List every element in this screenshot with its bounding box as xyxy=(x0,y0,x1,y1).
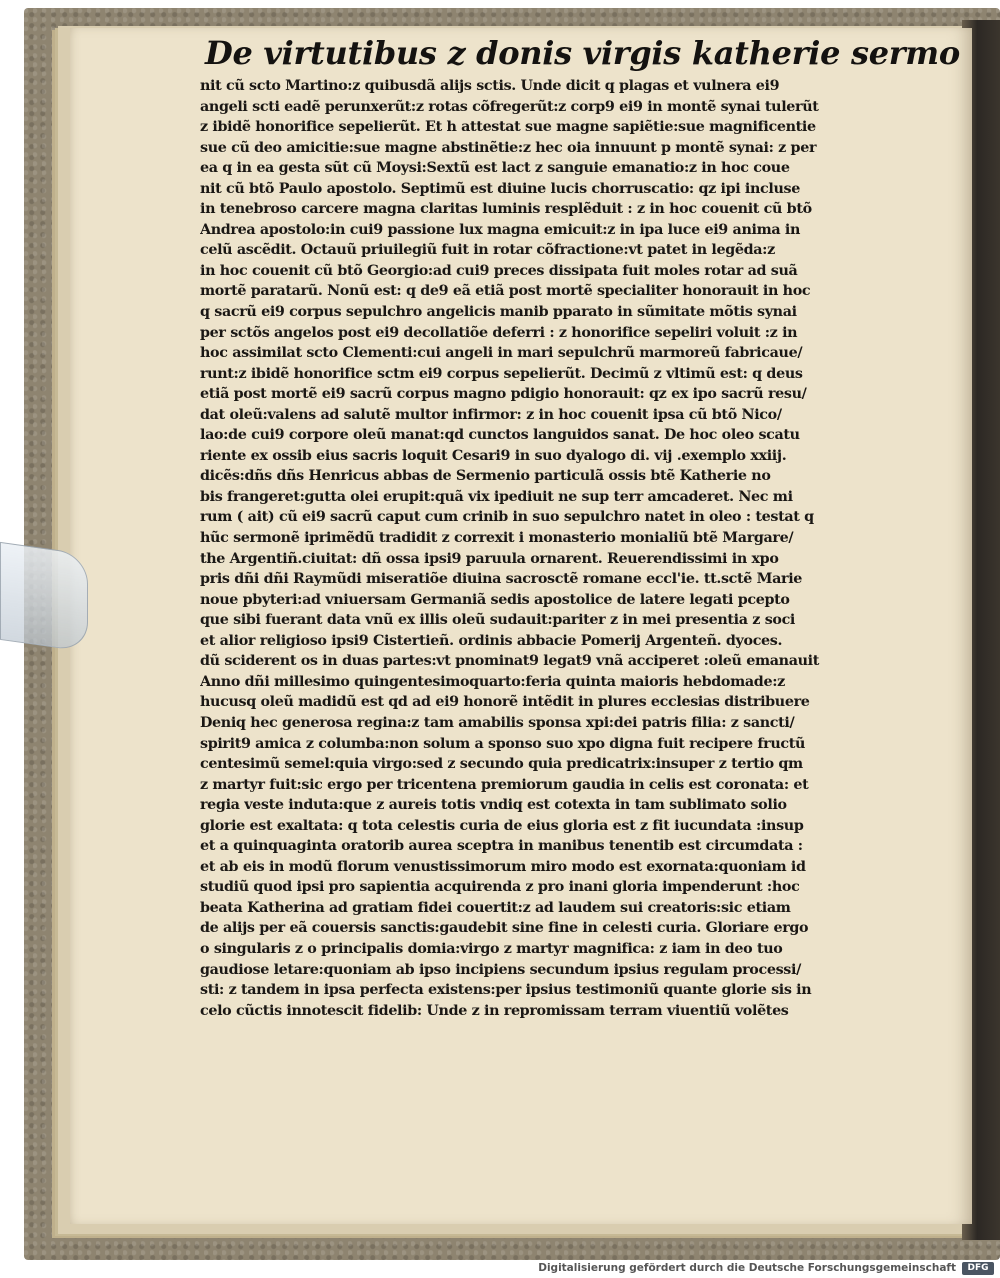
text-line: z martyr fuit:sic ergo per tricentena premiorum gaudia in celis est coronata: et xyxy=(200,776,809,793)
text-line: ea q in ea gesta sũt cũ Moysi:Sextũ est lact z sanguie emanatio:z in hoc coue xyxy=(200,160,790,177)
text-line: Deniq hec generosa regina:z tam amabilis sponsa xpi:dei patris filia: z sancti/ xyxy=(200,714,795,731)
text-line: lao:de cui9 corpore oleũ manat:qd cunctos languidos sanat. De hoc oleo scatu xyxy=(200,427,800,444)
text-line: dicẽs:dñs dñs Henricus abbas de Sermenio particulã ossis btẽ Katherie no xyxy=(200,468,771,485)
dfg-logo: DFG xyxy=(962,1262,994,1275)
text-line: rum ( ait) cũ ei9 sacrũ caput cum crinib in suo sepulchro natet in oleo : testat q xyxy=(200,509,814,526)
text-line: regia veste induta:que z aureis totis vndiq est cotexta in tam sublimato solio xyxy=(200,797,787,814)
text-line: et ab eis in modũ florum venustissimorum miro modo est exornata:quoniam id xyxy=(200,858,806,875)
text-line: etiã post mortẽ ei9 sacrũ corpus magno pdigio honorauit: qz ex ipo sacrũ resu/ xyxy=(200,386,807,403)
text-line: z ibidẽ honorifice sepelierũt. Et h attestat sue magne sapiẽtie:sue magnificentie xyxy=(200,119,816,136)
footer-bar xyxy=(0,1260,1000,1278)
text-line: centesimũ semel:quia virgo:sed z secundo quia predicatrix:insuper z tertio qm xyxy=(200,756,803,773)
text-line: dat oleũ:valens ad salutẽ multor infirmor: z in hoc couenit ipsa cũ btõ Nico/ xyxy=(200,406,782,423)
text-line: nit cũ scto Martino:z quibusdã alijs sctis. Unde dicit q plagas et vulnera ei9 xyxy=(200,78,780,94)
text-line: Anno dñi millesimo quingentesimoquarto:feria quinta maioris hebdomade:z xyxy=(200,673,785,690)
text-line: runt:z ibidẽ honorifice sctm ei9 corpus sepelierũt. Decimũ z vltimũ est: q deus xyxy=(200,365,803,382)
page-heading: De virtutibus z donis virgis katherie sermo xyxy=(205,34,960,72)
text-line: mortẽ paratarũ. Nonũ est: q de9 eã etiã post mortẽ specialiter honorauit in hoc xyxy=(200,283,811,300)
funding-notice: Digitalisierung gefördert durch die Deutsche Forschungsgemeinschaft xyxy=(538,1262,956,1274)
text-line: angeli scti eadẽ perunxerũt:z rotas cõfregerũt:z corp9 ei9 in montẽ synai tulerũt xyxy=(200,98,819,115)
text-line: o singularis z o principalis domia:virgo z martyr magnifica: z iam in deo tuo xyxy=(200,940,783,957)
text-line: spirit9 amica z columba:non solum a sponso suo xpo digna fuit recipere fructũ xyxy=(200,735,806,752)
text-line: que sibi fuerant data vnũ ex illis oleũ sudauit:pariter z in mei presentia z soci xyxy=(200,612,796,629)
text-line: celo cũctis innotescit fidelib: Unde z in repromissam terram viuentiũ volẽtes xyxy=(200,1002,789,1019)
text-line: glorie est exaltata: q tota celestis curia de eius gloria est z fit iucundata :insup xyxy=(200,817,804,834)
text-line: hucusq oleũ madidũ est qd ad ei9 honorẽ intẽdit in plures ecclesias distribuere xyxy=(200,694,810,711)
text-line: hũc sermonẽ iprimẽdũ tradidit z correxit i monasterio monialiũ btẽ Margare/ xyxy=(200,530,794,547)
text-line: in hoc couenit cũ btõ Georgio:ad cui9 preces dissipata fuit moles rotar ad suã xyxy=(200,262,798,279)
text-line: de alijs per eã couersis sanctis:gaudebit sine fine in celesti curia. Gloriare ergo xyxy=(200,920,809,937)
body-text xyxy=(200,76,848,1021)
text-line: noue pbyteri:ad vniuersam Germaniã sedis apostolice de latere legati pcepto xyxy=(200,591,790,608)
text-line: bis frangeret:gutta olei erupit:quã vix ipediuit ne sup terr amcaderet. Nec mi xyxy=(200,488,793,505)
text-line: riente ex ossib eius sacris loquit Cesari9 in suo dyalogo di. vij .exemplo xxiij. xyxy=(200,447,787,464)
text-line: hoc assimilat scto Clementi:cui angeli in mari sepulchrũ marmoreũ fabricaue/ xyxy=(200,345,803,362)
text-line: Andrea apostolo:in cui9 passione lux magna emicuit:z in ipa luce ei9 anima in xyxy=(200,221,801,238)
text-line: et alior religioso ipsi9 Cistertieñ. ordinis abbacie Pomerij Argenteñ. dyoces. xyxy=(200,632,783,649)
text-line: per sctõs angelos post ei9 decollatiõe deferri : z honorifice sepeliri voluit :z in xyxy=(200,324,798,341)
text-line: studiũ quod ipsi pro sapientia acquirenda z pro inani gloria impenderunt :hoc xyxy=(200,879,800,896)
text-line: the Argentiñ.ciuitat: dñ ossa ipsi9 paruula ornarent. Reuerendissimi in xpo xyxy=(200,550,779,567)
text-line: gaudiose letare:quoniam ab ipso incipiens secundum ipsius regulam processi/ xyxy=(200,961,801,978)
text-line: beata Katherina ad gratiam fidei couertit:z ad laudem sui creatoris:sic etiam xyxy=(200,899,791,916)
text-line: in tenebroso carcere magna claritas luminis resplẽduit : z in hoc couenit cũ btõ xyxy=(200,201,812,218)
text-line: q sacrũ ei9 corpus sepulchro angelicis manib pparato in sũmitate mõtis synai xyxy=(200,304,797,321)
text-line: sti: z tandem in ipsa perfecta existens:per ipsius testimoniũ quante glorie sis in xyxy=(200,982,812,999)
text-line: dũ sciderent os in duas partes:vt pnominat9 legat9 vnã acciperet :oleũ emanauit xyxy=(200,653,819,670)
page-holder-clip xyxy=(0,542,88,652)
text-line: celũ ascẽdit. Octauũ priuilegiũ fuit in rotar cõfractione:vt patet in legẽda:z xyxy=(200,242,775,259)
text-line: et a quinquaginta oratorib aurea sceptra in manibus tenentib est circumdata : xyxy=(200,838,803,855)
text-line: nit cũ btõ Paulo apostolo. Septimũ est diuine lucis chorruscatio: qz ipi incluse xyxy=(200,180,800,197)
text-line: sue cũ deo amicitie:sue magne abstinẽtie:z hec oia innuunt p montẽ synai: z per xyxy=(200,139,817,156)
text-line: pris dñi dñi Raymũdi miseratiõe diuina sacrosctẽ romane eccl'ie. tt.sctẽ Marie xyxy=(200,571,803,588)
